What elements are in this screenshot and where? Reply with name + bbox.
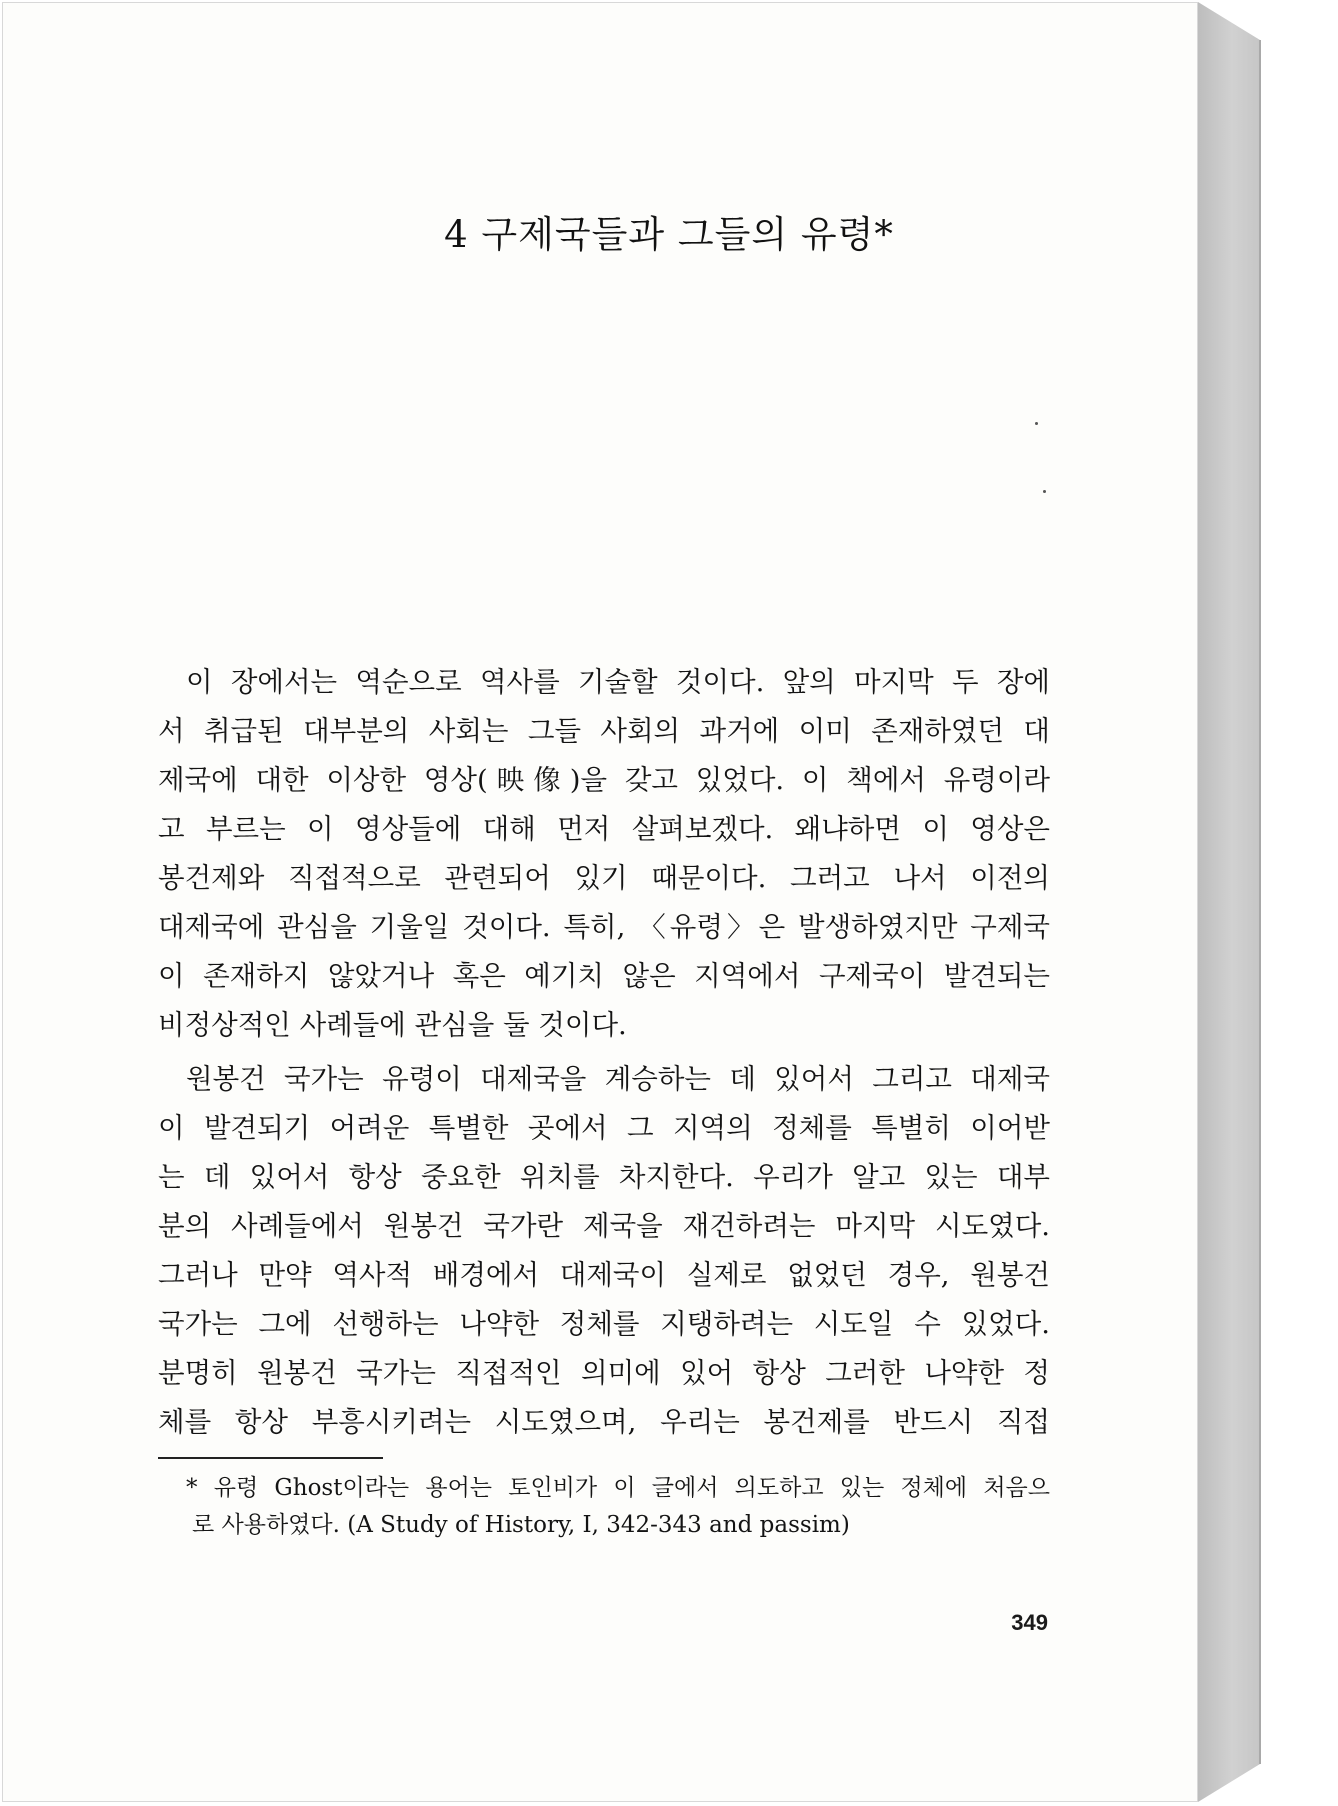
chapter-title: 4 구제국들과 그들의 유령* [444, 213, 894, 256]
body-text-line: 봉건제와 직접적으로 관련되어 있기 때문이다. 그러고 나서 이전의 [158, 862, 1050, 894]
footnote-line: * 유령 Ghost이라는 용어는 토인비가 이 글에서 의도하고 있는 정체에 처음으 [186, 1475, 1050, 1501]
page-number: 349 [1011, 1610, 1048, 1635]
body-text-line: 국가는 그에 선행하는 나약한 정체를 지탱하려는 시도일 수 있었다. [158, 1308, 1050, 1340]
body-text-line: 이 존재하지 않았거나 혹은 예기치 않은 지역에서 구제국이 발견되는 [158, 960, 1050, 992]
body-text-line: 분의 사례들에서 원봉건 국가란 제국을 재건하려는 마지막 시도였다. [158, 1210, 1050, 1242]
body-text-line: 고 부르는 이 영상들에 대해 먼저 살펴보겠다. 왜냐하면 이 영상은 [158, 813, 1050, 845]
body-text-line: 는 데 있어서 항상 중요한 위치를 차지한다. 우리가 알고 있는 대부 [158, 1161, 1050, 1193]
speck [1035, 422, 1038, 425]
body-text-line: 비정상적인 사례들에 관심을 둘 것이다. [158, 1009, 627, 1041]
body-text-line: 제국에 대한 이상한 영상(映像)을 갖고 있었다. 이 책에서 유령이라 [158, 764, 1050, 796]
body-text-line: 분명히 원봉건 국가는 직접적인 의미에 있어 항상 그러한 나약한 정 [158, 1357, 1050, 1389]
body-text-line: 그러나 만약 역사적 배경에서 대제국이 실제로 없었던 경우, 원봉건 [158, 1259, 1050, 1291]
body-text-line: 이 장에서는 역순으로 역사를 기술할 것이다. 앞의 마지막 두 장에 [186, 666, 1050, 698]
footnote-line: 로 사용하였다. (A Study of History, Ⅰ, 342-343 and passim) [192, 1512, 850, 1538]
speck [1043, 490, 1046, 493]
body-text-line: 대제국에 관심을 기울일 것이다. 특히, 〈유령〉은 발생하였지만 구제국 [158, 911, 1050, 943]
body-text-line: 원봉건 국가는 유령이 대제국을 계승하는 데 있어서 그리고 대제국 [186, 1063, 1050, 1095]
body-text-line: 체를 항상 부흥시키려는 시도였으며, 우리는 봉건제를 반드시 직접 [158, 1406, 1050, 1438]
body-text-line: 이 발견되기 어려운 특별한 곳에서 그 지역의 정체를 특별히 이어받 [158, 1112, 1050, 1144]
footnote-rule [158, 1457, 383, 1459]
body-text-line: 서 취급된 대부분의 사회는 그들 사회의 과거에 이미 존재하였던 대 [158, 715, 1050, 747]
